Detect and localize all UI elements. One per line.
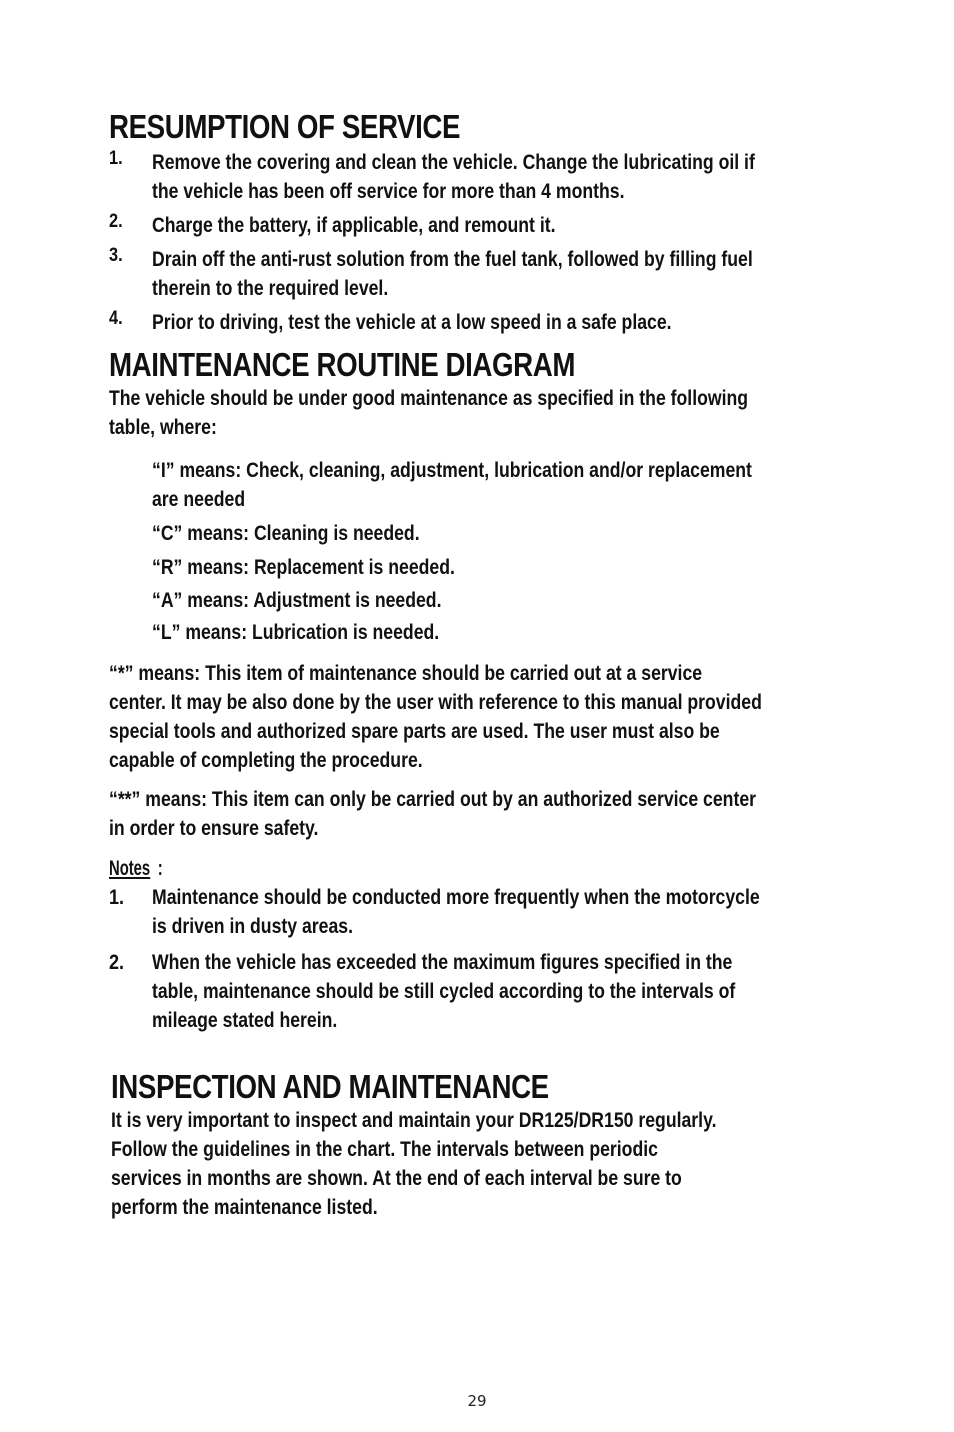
legend-list [109, 456, 854, 647]
resumption-list [109, 148, 854, 337]
text-line: Follow the guidelines in the chart. The intervals between periodic [111, 1138, 658, 1161]
page-content [109, 108, 854, 1222]
list-item [109, 211, 854, 240]
text-line: “*” means: This item of maintenance should be carried out at a service [109, 662, 703, 685]
list-text-line: table, maintenance should be still cycled according to the intervals of [152, 980, 736, 1003]
list-text-line: When the vehicle has exceeded the maximum figures specified in the [152, 951, 733, 974]
notes-title: Notes [109, 857, 151, 880]
inspection-heading: INSPECTION AND MAINTENANCE [111, 1068, 549, 1105]
list-text-line: therein to the required level. [152, 277, 389, 300]
list-number: 1. [109, 886, 125, 909]
list-number: 3. [109, 245, 123, 266]
text-line: “R” means: Replacement is needed. [152, 556, 455, 579]
text-line: perform the maintenance listed. [111, 1196, 378, 1219]
double-star-note [109, 785, 854, 843]
list-text-line: the vehicle has been off service for more than 4 months. [152, 180, 625, 203]
text-line: It is very important to inspect and maintain your DR125/DR150 regularly. [111, 1109, 717, 1132]
inspection-heading-wrap [109, 1068, 856, 1106]
list-text-line: Remove the covering and clean the vehicle. Change the lubricating oil if [152, 151, 755, 174]
text-line: “L” means: Lubrication is needed. [152, 621, 440, 644]
text-line: The vehicle should be under good maintenance as specified in the following [109, 387, 749, 410]
notes-list [109, 883, 854, 1035]
list-item [109, 948, 854, 1035]
text-line: in order to ensure safety. [109, 817, 319, 840]
single-star-note [109, 659, 854, 775]
text-line: “C” means: Cleaning is needed. [152, 522, 420, 545]
list-item [109, 308, 854, 337]
text-line: center. It may be also done by the user with reference to this manual provided [109, 691, 762, 714]
notes-colon: : [158, 857, 163, 880]
text-line: are needed [152, 488, 246, 511]
list-number: 2. [109, 951, 125, 974]
legend-item-c [152, 519, 854, 548]
text-line: “I” means: Check, cleaning, adjustment, lubrication and/or replacement [152, 459, 752, 482]
legend-item-a [152, 586, 854, 615]
legend-item-i [152, 456, 854, 514]
list-text-line: Drain off the anti-rust solution from the fuel tank, followed by filling fuel [152, 248, 753, 271]
list-number: 4. [109, 308, 123, 329]
list-text-line: is driven in dusty areas. [152, 915, 353, 938]
list-item [109, 148, 854, 206]
text-line: capable of completing the procedure. [109, 749, 423, 772]
list-number: 1. [109, 148, 123, 169]
page-number: 29 [467, 1392, 487, 1410]
routine-heading-wrap [109, 346, 854, 384]
list-item [109, 245, 854, 303]
inspection-text [109, 1106, 854, 1222]
routine-intro [109, 384, 854, 442]
text-line: “**” means: This item can only be carried out by an authorized service center [109, 788, 757, 811]
list-text-line: Charge the battery, if applicable, and remount it. [152, 214, 556, 237]
notes-heading [109, 854, 854, 883]
routine-heading: MAINTENANCE ROUTINE DIAGRAM [109, 346, 576, 383]
list-number: 2. [109, 211, 123, 232]
text-line: table, where: [109, 416, 217, 439]
text-line: services in months are shown. At the end of each interval be sure to [111, 1167, 682, 1190]
list-text-line: Prior to driving, test the vehicle at a low speed in a safe place. [152, 311, 672, 334]
legend-item-r [152, 553, 854, 582]
text-line: special tools and authorized spare parts are used. The user must also be [109, 720, 720, 743]
list-item [109, 883, 854, 941]
list-text-line: Maintenance should be conducted more frequently when the motorcycle [152, 886, 760, 909]
resumption-heading-wrap [109, 108, 854, 146]
resumption-heading: RESUMPTION OF SERVICE [109, 108, 461, 145]
text-line: “A” means: Adjustment is needed. [152, 589, 442, 612]
list-text-line: mileage stated herein. [152, 1009, 338, 1032]
legend-item-l [152, 618, 854, 647]
